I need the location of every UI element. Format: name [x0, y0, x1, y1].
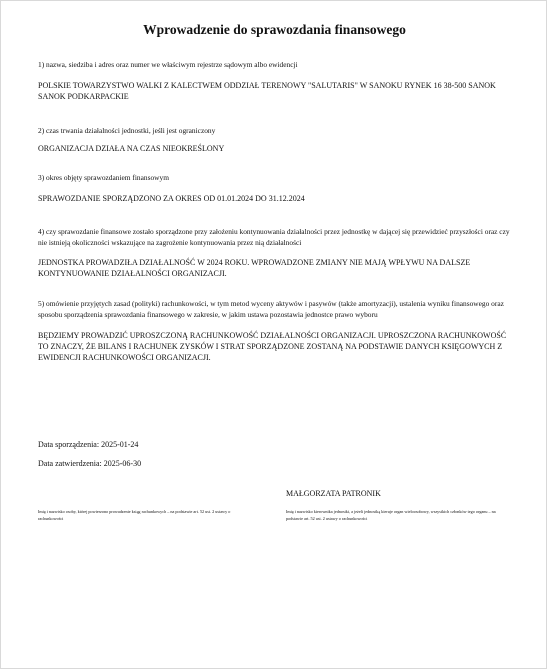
- manager-note: Imię i nazwisko kierownika jednostki, a jeżeli jednostką kieruje organ wieloosobowy, wszystkich członków tego organu – na podstawie art. 52 ust. 2 ustawy o rachunkowości: [286, 509, 496, 521]
- accountant-note: Imię i nazwisko osoby, której powierzono prowadzenie ksiąg rachunkowych – na podstawie art. 52 ust. 2 ustawy o rachunkowości: [38, 509, 231, 521]
- section-4-answer: JEDNOSTKA PROWADZIŁA DZIAŁALNOŚĆ W 2024 ROKU. WPROWADZONE ZMIANY NIE MAJĄ WPŁYWU NA DALSZE KONTYNUOWANIE DZIAŁALNOŚCI ORGANIZACJI.: [38, 258, 471, 278]
- section-3-question: 3) okres objęty sprawozdaniem finansowym: [38, 173, 169, 182]
- date-prepared: Data sporządzenia: 2025-01-24: [38, 440, 139, 449]
- signer-name: MAŁGORZATA PATRONIK: [286, 489, 381, 498]
- section-3-answer: SPRAWOZDANIE SPORZĄDZONO ZA OKRES OD 01.01.2024 DO 31.12.2024: [38, 194, 305, 203]
- date-approved: Data zatwierdzenia: 2025-06-30: [38, 459, 142, 468]
- section-5-question: 5) omówienie przyjętych zasad (polityki) rachunkowości, w tym metod wyceny aktywów i pasywów (także amortyzacji), ustalenia wyniku finansowego oraz sposobu sporządzenia sprawozdania finansowego w zakresie, w jakim ustawa pozostawia jednostce prawo wyboru: [38, 299, 504, 319]
- section-4-question: 4) czy sprawozdanie finansowe zostało sporządzone przy założeniu kontynuowania działalności przez jednostkę w dającej się przewidzieć przyszłości oraz czy nie istnieją okoliczności wskazujące na zagrożenie kontynuowania przez nią działalności: [38, 227, 510, 247]
- section-5-answer: BĘDZIEMY PROWADZIĆ UPROSZCZONĄ RACHUNKOWOŚĆ DZIAŁALNOŚCI ORGANIZACJI. UPROSZCZONA RACHUNKOWOŚĆ TO ZNACZY, ŻE BILANS I RACHUNEK ZYSKÓW I STRAT SPORZĄDZONE ZOSTANĄ NA PODSTAWIE DANYCH KSIĘGOWYCH Z EWIDENCJI RACHUNKOWOŚCI ORGANIZACJI.: [38, 331, 507, 362]
- section-2-question: 2) czas trwania działalności jednostki, jeśli jest ograniczony: [38, 126, 216, 135]
- section-1-question: 1) nazwa, siedziba i adres oraz numer we właściwym rejestrze sądowym albo ewidencji: [38, 60, 298, 69]
- section-2-answer: ORGANIZACJA DZIAŁA NA CZAS NIEOKREŚLONY: [38, 144, 225, 153]
- section-1-answer: POLSKIE TOWARZYSTWO WALKI Z KALECTWEM ODDZIAŁ TERENOWY "SALUTARIS" W SANOKU RYNEK 16 38-500 SANOK SANOK PODKARPACKIE: [38, 81, 496, 101]
- page-title: Wprowadzenie do sprawozdania finansowego: [143, 22, 406, 37]
